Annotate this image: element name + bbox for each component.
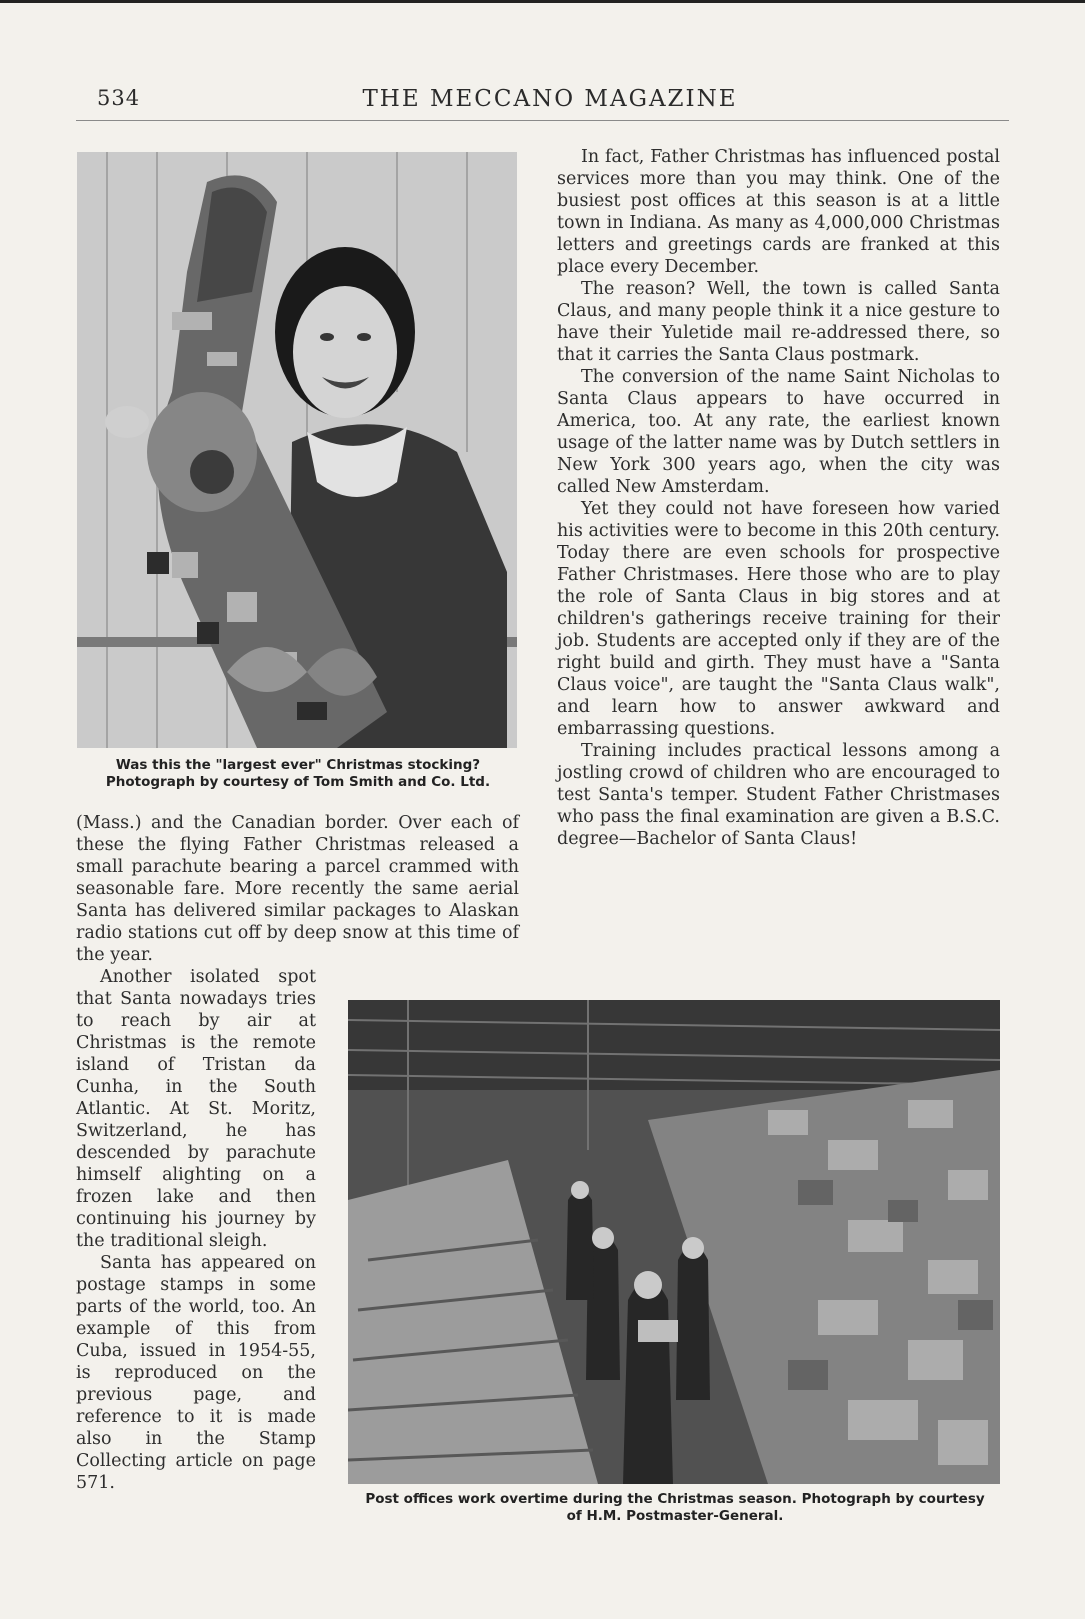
paragraph: (Mass.) and the Canadian border. Over each of these the flying Father Christmas released a small parachute bearing a parcel crammed with seasonable fare. More recently the same aerial Santa has delivered similar packages to Alaskan radio stations cut off by deep snow at this time of the year. (76, 813, 519, 965)
narrow-column-text (76, 966, 316, 1494)
post-office-photo (348, 1000, 1000, 1484)
left-column-text (76, 812, 519, 966)
page-number: 534 (97, 86, 141, 110)
stocking-photo-caption (72, 757, 524, 791)
stocking-photo (77, 152, 517, 748)
paragraph: Santa has appeared on postage stamps in some parts of the world, too. An example of this from Cuba, issued in 1954-55, is reproduced on the previous page, and reference to it is made also in the Stamp Collecting article on page 571. (76, 1253, 316, 1493)
paragraph: Yet they could not have foreseen how varied his activities were to become in this 20th century. Today there are even schools for prospective Father Christmases. Here those who are to play the role of Santa Claus in big stores and at children's gatherings receive training for their job. Students are accepted only if they are of the right build and girth. They must have a "Santa Claus voice", are taught the "Santa Claus walk", and learn how to answer awkward and embarrassing questions. (557, 499, 1000, 739)
post-office-caption-line1: Post offices work overtime during the Christmas season. Photograph by courtesy (365, 1491, 985, 1507)
stocking-caption-line2: Photograph by courtesy of Tom Smith and Co. Ltd. (105, 774, 491, 790)
top-border-rule (0, 0, 1085, 3)
right-column-text (557, 146, 1000, 850)
paragraph: The reason? Well, the town is called Santa Claus, and many people think it a nice gesture to have their Yuletide mail re-addressed there, so that it carries the Santa Claus postmark. (557, 279, 1000, 365)
post-office-caption-line2: of H.M. Postmaster-General. (566, 1508, 784, 1524)
paragraph: In fact, Father Christmas has influenced postal services more than you may think. One of the busiest post offices at this season is at a little town in Indiana. As many as 4,000,000 Christmas letters and greetings cards are franked at this place every December. (557, 147, 1000, 277)
paragraph: The conversion of the name Saint Nicholas to Santa Claus appears to have occurred in America, too. At any rate, the earliest known usage of the latter name was by Dutch settlers in New York 300 years ago, when the city was called New Amsterdam. (557, 367, 1000, 497)
stocking-caption-line1: Was this the "largest ever" Christmas stocking? (115, 757, 481, 773)
paragraph: Training includes practical lessons among a jostling crowd of children who are encouraged to test Santa's temper. Student Father Christmases who pass the final examination are given a B.S.C. degree—Bachelor of Santa Claus! (557, 741, 1000, 849)
post-office-photo-caption (330, 1491, 1020, 1525)
paragraph: Another isolated spot that Santa nowadays tries to reach by air at Christmas is the remote island of Tristan da Cunha, in the South Atlantic. At St. Moritz, Switzerland, he has descended by parachute himself alighting on a frozen lake and then continuing his journey by the traditional sleigh. (76, 967, 316, 1251)
running-head-title: THE MECCANO MAGAZINE (362, 86, 738, 112)
header-rule (76, 120, 1009, 121)
